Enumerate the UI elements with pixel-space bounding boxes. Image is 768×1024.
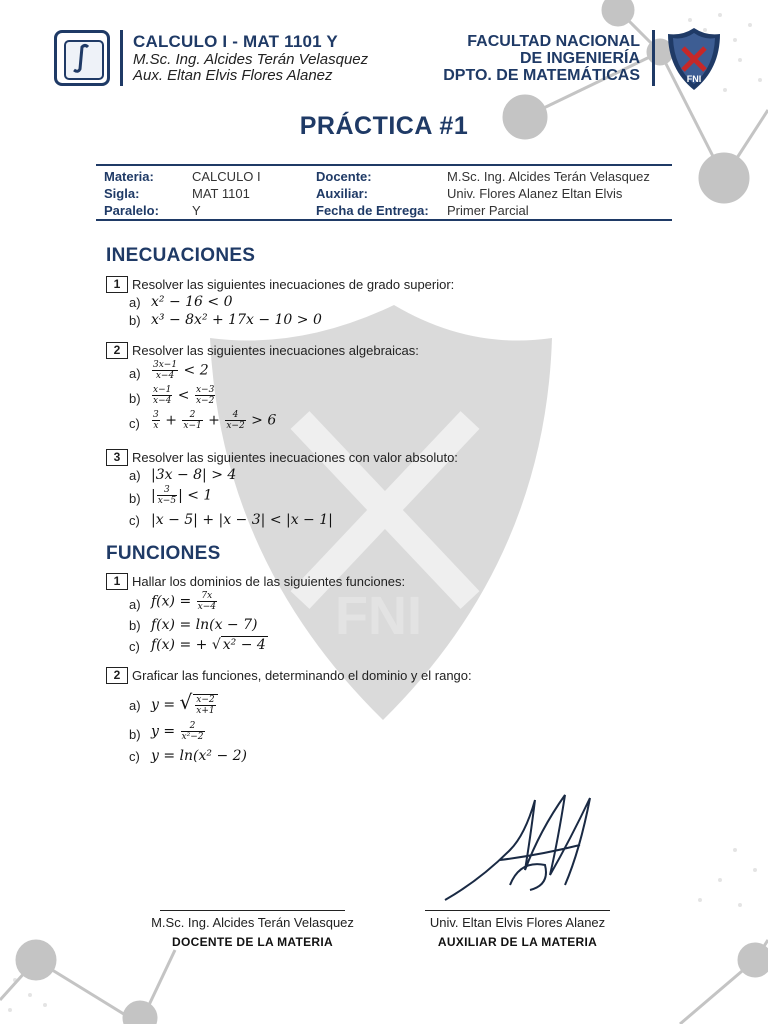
math-expression: |3x − 8| > 4 [151, 467, 237, 483]
info-value-auxiliar: Univ. Flores Alanez Eltan Elvis [447, 186, 623, 201]
item-letter: a) [129, 295, 141, 310]
fni-shield-icon [664, 24, 724, 94]
question-number: 1 [106, 573, 128, 590]
question-number: 2 [106, 667, 128, 684]
item-letter: c) [129, 513, 140, 528]
math-expression: f(x) = + √ x² − 4 [151, 637, 266, 653]
teacher-line: M.Sc. Ing. Alcides Terán Velasquez [133, 51, 369, 68]
signature-name-auxiliar: Univ. Eltan Elvis Flores Alanez [429, 915, 606, 930]
fraction: $\frac{3}{x-5}$ [157, 485, 177, 506]
info-label-materia: Materia: [104, 169, 154, 184]
info-value-sigla: MAT 1101 [192, 186, 250, 201]
item-letter: a) [129, 366, 141, 381]
faculty-line-1: FACULTAD NACIONAL [467, 33, 640, 50]
info-label-fecha: Fecha de Entrega: [316, 203, 429, 218]
math-logo [54, 30, 110, 86]
question-text: Resolver las siguientes inecuaciones con valor absoluto: [132, 450, 458, 465]
info-label-sigla: Sigla: [104, 186, 140, 201]
section-title-funciones: FUNCIONES [106, 543, 221, 564]
math-expression: $\frac{3}{x}$ + $\frac{2}{x-1}$ + $\frac{4}{x-2}$ > 6 [153, 410, 277, 431]
info-bottom-rule [96, 219, 672, 221]
item-letter: a) [129, 597, 141, 612]
item-letter: b) [129, 491, 141, 506]
question-text: Resolver las siguientes inecuaciones de grado superior: [132, 277, 455, 292]
info-label-docente: Docente: [316, 169, 372, 184]
math-expression: y = ln(x² − 2) [151, 748, 248, 764]
item-letter: c) [129, 749, 140, 764]
fraction: $\frac{3}{x}$ [153, 410, 159, 431]
fraction: $\frac{4}{x-2}$ [226, 410, 245, 431]
info-value-fecha: Primer Parcial [447, 203, 529, 218]
math-expression: |x − 5| + |x − 3| < |x − 1| [151, 512, 333, 528]
auxiliary-line: Aux. Eltan Elvis Flores Alanez [133, 67, 333, 84]
item-letter: b) [129, 313, 141, 328]
fraction: $\frac{x-2}{x+1}$ [193, 694, 217, 716]
fraction: $\frac{7x}{x-4}$ [197, 591, 216, 612]
math-expression: $\frac{3x-1}{x-4}$ < 2 [153, 360, 209, 381]
question-text: Resolver las siguientes inecuaciones algebraicas: [132, 343, 419, 358]
signature-line-auxiliar [425, 910, 610, 911]
item-letter: b) [129, 727, 141, 742]
signature-name-docente: M.Sc. Ing. Alcides Terán Velasquez [151, 915, 354, 930]
question-text: Hallar los dominios de las siguientes funciones: [132, 574, 406, 589]
item-letter: b) [129, 618, 141, 633]
info-label-auxiliar: Auxiliar: [316, 186, 369, 201]
math-expression: y = √ $\frac{x-2}{x+1}$ [151, 690, 219, 716]
math-expression: | $\frac{3}{x-5}$ | < 1 [151, 485, 213, 506]
fraction: $\frac{2}{x-1}$ [183, 410, 202, 431]
question-number: 3 [106, 449, 128, 466]
math-expression: x² − 16 < 0 [151, 294, 233, 310]
fraction: $\frac{x-1}{x-4}$ [153, 385, 172, 406]
molecule-bottom-right [680, 940, 768, 1024]
item-letter: a) [129, 698, 141, 713]
info-value-materia: CALCULO I [192, 169, 261, 184]
item-letter: b) [129, 391, 141, 406]
math-expression: f(x) = $\frac{7x}{x-4}$ [151, 591, 216, 612]
question-number: 1 [106, 276, 128, 293]
info-value-paralelo: Y [192, 203, 201, 218]
item-letter: c) [129, 416, 140, 431]
integral-icon [57, 33, 107, 83]
signature-role-auxiliar: AUXILIAR DE LA MATERIA [437, 935, 598, 949]
info-top-rule [96, 164, 672, 166]
section-title-inecuaciones: INECUACIONES [106, 245, 256, 266]
question-text: Graficar las funciones, determinando el dominio y el rango: [132, 668, 472, 683]
svg-text:FNI: FNI [686, 74, 702, 84]
math-expression: x³ − 8x² + 17x − 10 > 0 [151, 312, 322, 328]
math-expression: y = $\frac{2}{\text{x²−2}}$ [151, 721, 204, 742]
fraction: $\frac{x-3}{x-2}$ [195, 385, 215, 406]
handwritten-signature [440, 790, 600, 910]
faculty-line-2: DE INGENIERÍA [519, 50, 640, 67]
item-letter: a) [129, 468, 141, 483]
faculty-line-3: DPTO. DE MATEMÁTICAS [443, 67, 640, 84]
watermark-text: FNI [335, 586, 422, 646]
header-divider-left [120, 30, 123, 86]
fraction: $\frac{2}{\text{x²−2}}$ [181, 721, 204, 742]
question-number: 2 [106, 342, 128, 359]
info-label-paralelo: Paralelo: [104, 203, 159, 218]
signature-line-docente [160, 910, 345, 911]
math-expression: $\frac{x-1}{x-4}$ < $\frac{x-3}{x-2}$ [153, 385, 215, 406]
page-title: PRÁCTICA #1 [299, 112, 469, 140]
molecule-bottom-left [0, 941, 175, 1024]
signature-role-docente: DOCENTE DE LA MATERIA [172, 935, 333, 949]
info-value-docente: M.Sc. Ing. Alcides Terán Velasquez [447, 169, 650, 184]
item-letter: c) [129, 639, 140, 654]
header-divider-right [652, 30, 655, 86]
course-title: CALCULO I - MAT 1101 Y [133, 32, 338, 51]
math-expression: f(x) = ln(x − 7) [151, 617, 258, 633]
fraction: $\frac{3x-1}{x-4}$ [153, 360, 178, 381]
